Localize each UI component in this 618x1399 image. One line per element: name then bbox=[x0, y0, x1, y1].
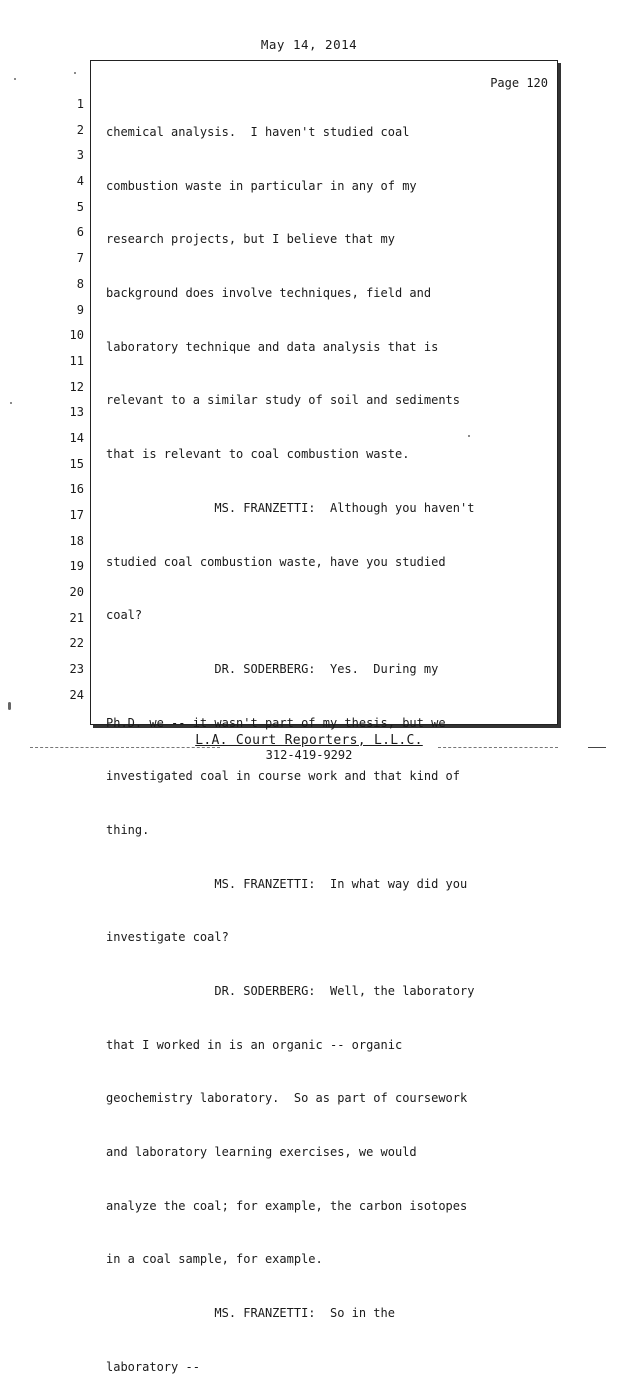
transcript-date: May 14, 2014 bbox=[260, 37, 358, 52]
transcript-line: chemical analysis. I haven't studied coal bbox=[106, 125, 410, 139]
line-number: 19 bbox=[69, 559, 84, 574]
line-number: 7 bbox=[76, 251, 84, 266]
line-number: 13 bbox=[69, 405, 84, 420]
line-number: 4 bbox=[76, 174, 84, 189]
scan-speck bbox=[10, 402, 12, 404]
transcript-line: in a coal sample, for example. bbox=[106, 1252, 323, 1267]
line-number: 16 bbox=[69, 482, 84, 497]
line-number: 23 bbox=[69, 662, 84, 677]
line-number: 14 bbox=[69, 430, 84, 445]
transcript-line: DR. SODERBERG: Yes. During my bbox=[106, 661, 439, 676]
page-number: Page 120 bbox=[490, 76, 548, 90]
transcript-line: that is relevant to coal combustion waste. bbox=[106, 447, 410, 462]
transcript-line: laboratory technique and data analysis that is bbox=[106, 339, 439, 354]
line-number-column bbox=[64, 96, 84, 713]
transcript-line: MS. FRANZETTI: Although you haven't bbox=[106, 500, 475, 515]
transcript-line: combustion waste in particular in any of my bbox=[106, 178, 417, 193]
line-number: 10 bbox=[69, 328, 84, 343]
line-number: 9 bbox=[76, 302, 84, 317]
scan-speck bbox=[8, 702, 11, 710]
line-number: 21 bbox=[69, 610, 84, 625]
transcript-line: background does involve techniques, field and bbox=[106, 286, 432, 301]
transcript-line: thing. bbox=[106, 822, 150, 837]
transcript-line: investigate coal? bbox=[106, 930, 229, 945]
line-number: 8 bbox=[76, 276, 84, 291]
transcript-line: investigated coal in course work and that kind of bbox=[106, 769, 461, 784]
court-reporter-name: L.A. Court Reporters, L.L.C. bbox=[195, 733, 423, 748]
line-number: 2 bbox=[76, 122, 84, 137]
line-number: 18 bbox=[69, 533, 84, 548]
line-number: 6 bbox=[76, 225, 84, 240]
transcript-line: coal? bbox=[106, 608, 143, 623]
transcript-line: DR. SODERBERG: Well, the laboratory bbox=[106, 984, 475, 998]
transcript-line: MS. FRANZETTI: In what way did you bbox=[106, 876, 468, 891]
transcript-line: analyze the coal; for example, the carbon isotopes bbox=[106, 1198, 468, 1213]
transcript-line: laboratory -- bbox=[106, 1359, 200, 1374]
transcript-line: geochemistry laboratory. So as part of coursework bbox=[106, 1091, 468, 1106]
line-number: 12 bbox=[69, 379, 84, 394]
transcript-line: and laboratory learning exercises, we would bbox=[106, 1145, 417, 1160]
transcript-line: Ph.D. we -- it wasn't part of my thesis, but we bbox=[106, 715, 446, 730]
line-number: 24 bbox=[69, 687, 84, 702]
scan-speck bbox=[468, 435, 470, 437]
line-number: 17 bbox=[69, 508, 84, 522]
line-number: 11 bbox=[69, 353, 84, 368]
transcript-line: research projects, but I believe that my bbox=[106, 232, 395, 247]
line-number: 15 bbox=[69, 456, 84, 471]
scan-speck bbox=[14, 78, 16, 80]
line-number: 3 bbox=[76, 148, 84, 163]
transcript-line: MS. FRANZETTI: So in the bbox=[106, 1306, 395, 1321]
transcript-line: studied coal combustion waste, have you studied bbox=[106, 554, 446, 569]
transcript-line: relevant to a similar study of soil and sediments bbox=[106, 393, 461, 408]
court-reporter-phone: 312-419-9292 bbox=[265, 748, 353, 762]
line-number: 22 bbox=[69, 636, 84, 651]
line-number: 1 bbox=[76, 97, 84, 111]
transcript-line: that I worked in is an organic -- organic bbox=[106, 1037, 403, 1052]
line-number: 5 bbox=[76, 199, 84, 214]
line-number: 20 bbox=[69, 585, 84, 600]
scan-speck bbox=[74, 72, 76, 74]
